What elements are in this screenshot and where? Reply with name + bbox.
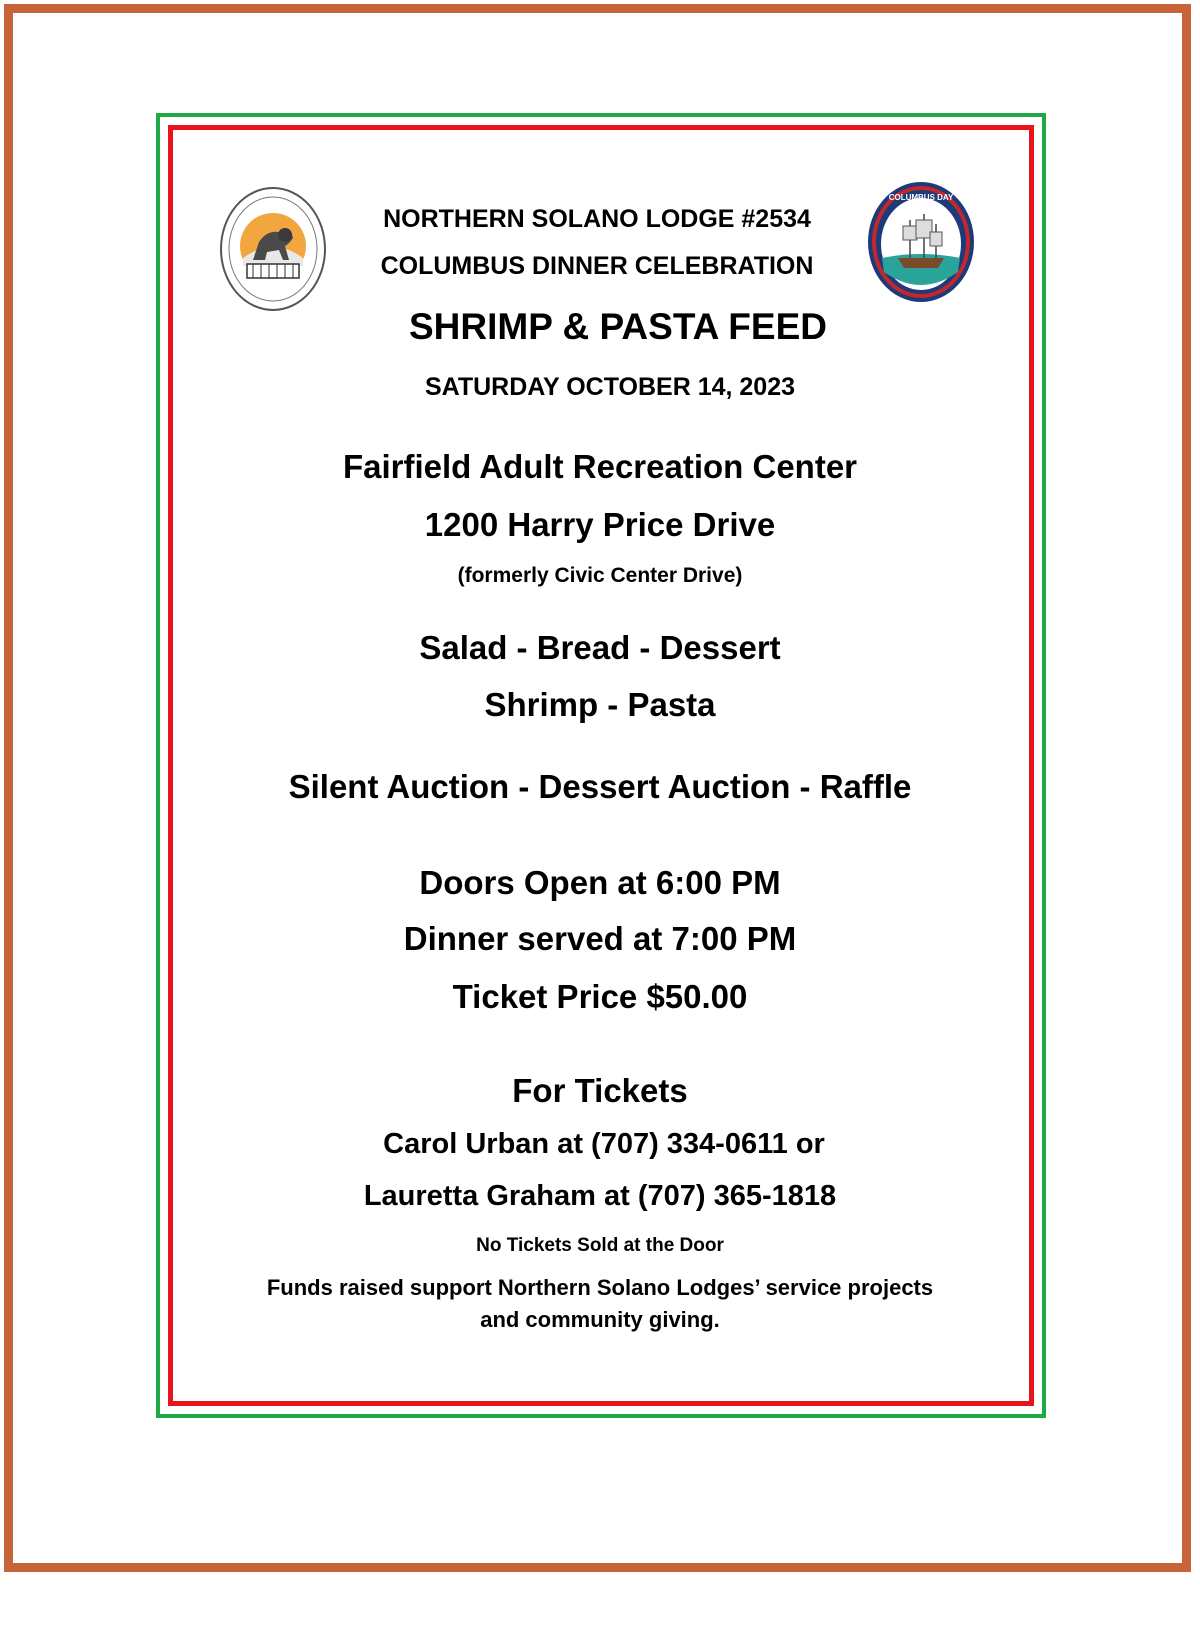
footer-line-2: and community giving. — [480, 1307, 720, 1332]
lodge-name: NORTHERN SOLANO LODGE #2534 — [383, 205, 811, 233]
lion-seal-icon — [219, 186, 327, 312]
ticket-contact-1: Carol Urban at (707) 334-0611 or — [383, 1128, 825, 1160]
tickets-heading: For Tickets — [512, 1072, 688, 1109]
venue-name: Fairfield Adult Recreation Center — [342, 448, 858, 485]
menu-line-2: Shrimp - Pasta — [484, 686, 716, 723]
event-date: SATURDAY OCTOBER 14, 2023 — [424, 373, 796, 401]
ticket-contact-2: Lauretta Graham at (707) 365-1818 — [363, 1180, 837, 1212]
dinner-time: Dinner served at 7:00 PM — [403, 920, 797, 957]
no-door-sales-notice: No Tickets Sold at the Door — [476, 1235, 724, 1256]
venue-address: 1200 Harry Price Drive — [424, 506, 776, 543]
doors-open-time: Doors Open at 6:00 PM — [419, 864, 781, 901]
activities: Silent Auction - Dessert Auction - Raffle — [288, 768, 912, 805]
ship-seal-icon — [866, 180, 976, 305]
svg-text:COLUMBUS DAY: COLUMBUS DAY — [888, 193, 954, 202]
menu-line-1: Salad - Bread - Dessert — [419, 629, 781, 666]
footer-line-1: Funds raised support Northern Solano Lodges’ service projects — [266, 1275, 934, 1300]
ticket-price: Ticket Price $50.00 — [452, 978, 748, 1015]
event-subtitle: COLUMBUS DINNER CELEBRATION — [380, 252, 814, 280]
event-title: SHRIMP & PASTA FEED — [408, 306, 827, 347]
venue-note: (formerly Civic Center Drive) — [457, 564, 743, 587]
